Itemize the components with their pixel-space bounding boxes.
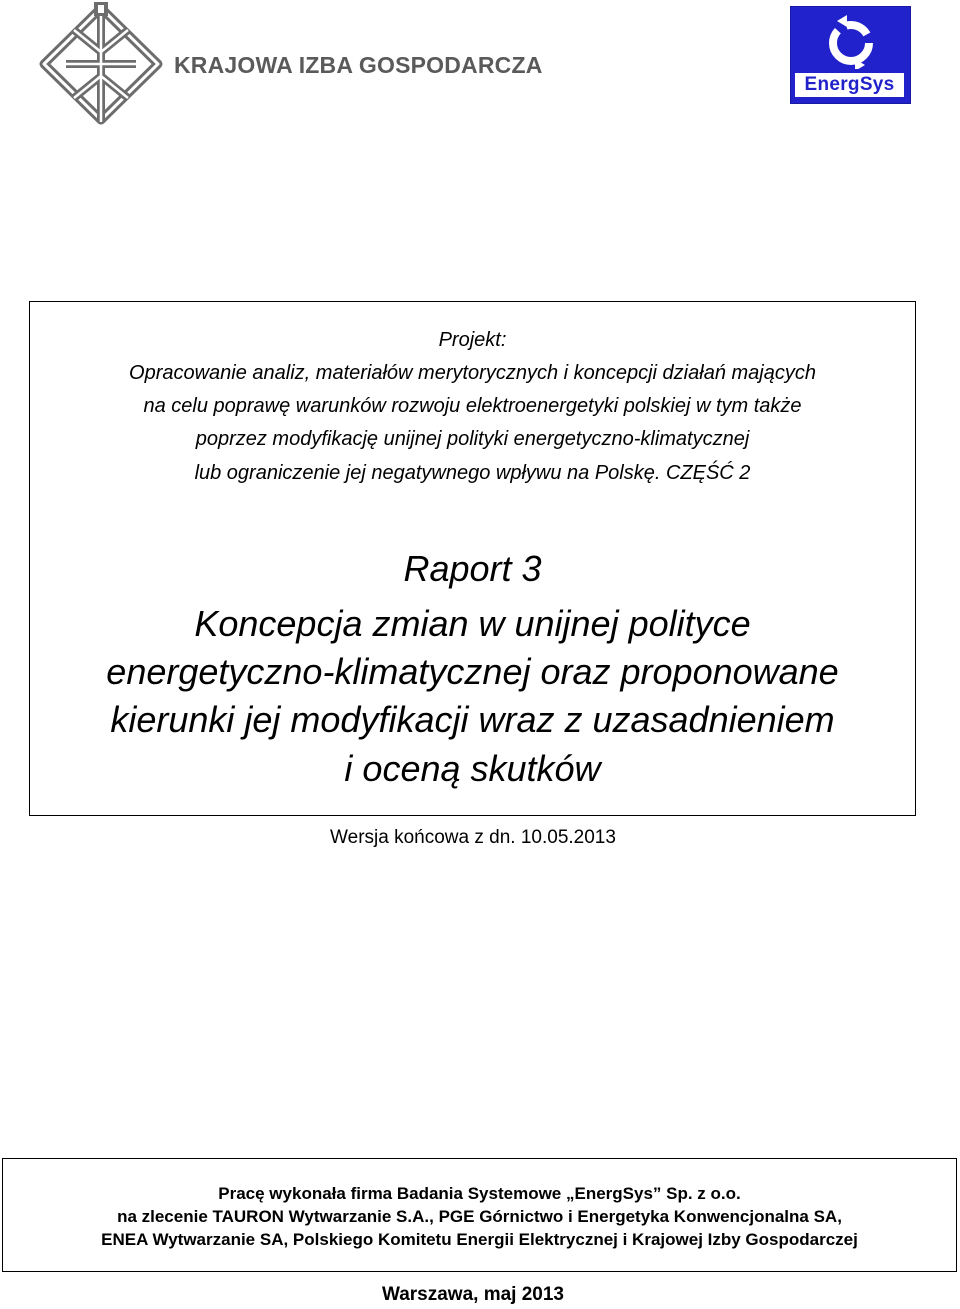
credits-line: Pracę wykonała firma Badania Systemowe „EnergSys” Sp. z o.o. (218, 1184, 741, 1203)
project-line: Opracowanie analiz, materiałów merytorycznych i koncepcji działań mających (129, 362, 816, 384)
project-label: Projekt: (438, 329, 507, 351)
credits-line: na zlecenie TAURON Wytwarzanie S.A., PGE Górnictwo i Energetyka Konwencjonalna SA, (117, 1207, 842, 1226)
project-box (29, 301, 916, 816)
report-title-line: kierunki jej modyfikacji wraz z uzasadnieniem (110, 699, 835, 740)
energsys-wordmark (795, 73, 904, 97)
project-line: na celu poprawę warunków rozwoju elektroenergetyki polskiej w tym także (143, 395, 802, 417)
energsys-logo (790, 6, 911, 104)
credits-box (2, 1158, 957, 1272)
kig-emblem-icon (36, 0, 166, 128)
energsys-name: EnergSys (804, 74, 895, 95)
version-text: Wersja końcowa z dn. 10.05.2013 (330, 827, 616, 848)
report-number: Raport 3 (403, 548, 542, 589)
place-date: Warszawa, maj 2013 (381, 1284, 564, 1305)
report-title-line: Koncepcja zmian w unijnej polityce (194, 603, 751, 644)
kig-name: KRAJOWA IZBA GOSPODARCZA (174, 52, 543, 78)
project-line: lub ograniczenie jej negatywnego wpływu na Polskę. CZĘŚĆ 2 (194, 462, 751, 484)
credits-line: ENEA Wytwarzanie SA, Polskiego Komitetu Energii Elektrycznej i Krajowej Izby Gospodarczej (101, 1230, 858, 1249)
energsys-ring-icon (823, 13, 879, 69)
project-line: poprzez modyfikację unijnej polityki energetyczno-klimatycznej (195, 428, 750, 450)
report-title-line: i oceną skutków (344, 748, 601, 789)
kig-logo (36, 0, 543, 128)
report-title-line: energetyczno-klimatycznej oraz proponowane (106, 651, 839, 692)
